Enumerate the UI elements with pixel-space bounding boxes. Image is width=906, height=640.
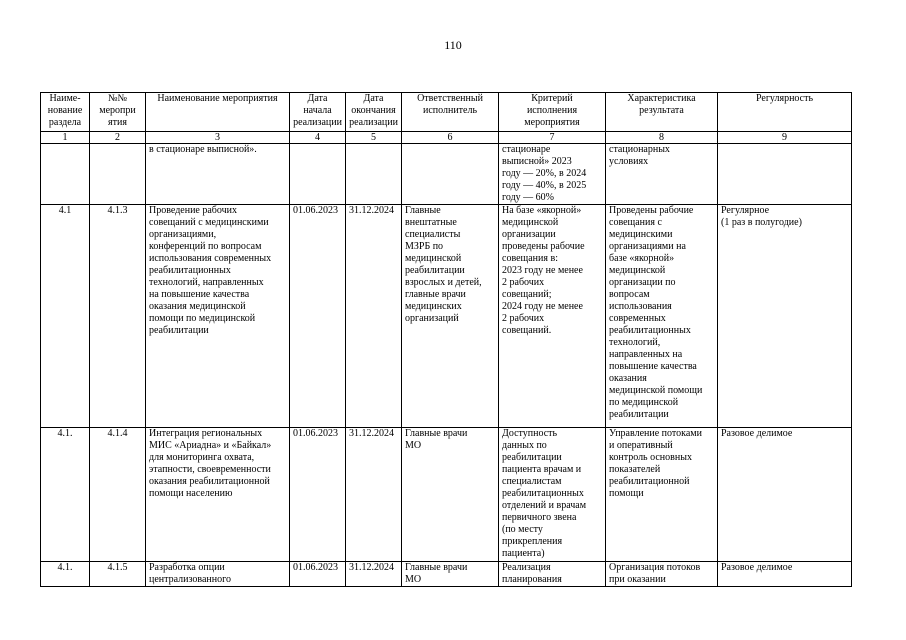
table-row <box>41 205 852 428</box>
cell-name: Проведение рабочих совещаний с медицинскими организациями, конференций по вопросам использования современных реабилитационных технологий, направленных на повышение качества оказания медицинской помощи по медицинской реабилитации <box>146 205 290 428</box>
cell-name: Интеграция региональных МИС «Ариадна» и «Байкал» для мониторинга охвата, этапности, своевременности оказания реабилитационной помощи населению <box>146 428 290 562</box>
header-result: Характеристика результата <box>606 93 718 132</box>
cell-criterion: Доступность данных по реабилитации пациента врачам и специалистам реабилитационных отделений и врачам первичного звена (по месту прикрепления пациента) <box>499 428 606 562</box>
cell-criterion: стационаре выписной» 2023 году — 20%, в 2024 году — 40%, в 2025 году — 60% <box>499 144 606 205</box>
column-number: 7 <box>499 132 606 144</box>
cell-name: в стационаре выписной». <box>146 144 290 205</box>
cell-section: 4.1. <box>41 562 90 587</box>
cell-responsible: Главные врачи МО <box>402 562 499 587</box>
cell-end-date: 31.12.2024 <box>346 428 402 562</box>
cell-end-date: 31.12.2024 <box>346 562 402 587</box>
column-number-row <box>41 132 852 144</box>
column-number: 2 <box>90 132 146 144</box>
cell-number: 4.1.4 <box>90 428 146 562</box>
cell-number: 4.1.3 <box>90 205 146 428</box>
cell-regularity: Разовое делимое <box>718 428 852 562</box>
header-name: Наименование мероприятия <box>146 93 290 132</box>
cell-responsible: Главные врачи МО <box>402 428 499 562</box>
column-number: 9 <box>718 132 852 144</box>
table-row <box>41 562 852 587</box>
header-start-date: Дата начала реализации <box>290 93 346 132</box>
cell-result: стационарных условиях <box>606 144 718 205</box>
cell-end-date <box>346 144 402 205</box>
column-number: 4 <box>290 132 346 144</box>
header-row <box>41 93 852 132</box>
column-number: 5 <box>346 132 402 144</box>
header-responsible: Ответственный исполнитель <box>402 93 499 132</box>
table-row <box>41 428 852 562</box>
cell-end-date: 31.12.2024 <box>346 205 402 428</box>
header-end-date: Дата окончания реализации <box>346 93 402 132</box>
header-regularity: Регулярность <box>718 93 852 132</box>
cell-name: Разработка опции централизованного <box>146 562 290 587</box>
cell-responsible: Главные внештатные специалисты МЗРБ по медицинской реабилитации взрослых и детей, главные врачи медицинских организаций <box>402 205 499 428</box>
cell-number <box>90 144 146 205</box>
table-row <box>41 144 852 205</box>
measures-table <box>40 92 852 587</box>
header-section: Наиме- нование раздела <box>41 93 90 132</box>
column-number: 3 <box>146 132 290 144</box>
cell-section <box>41 144 90 205</box>
page-number: 110 <box>444 38 462 52</box>
cell-number: 4.1.5 <box>90 562 146 587</box>
cell-section: 4.1 <box>41 205 90 428</box>
cell-start-date <box>290 144 346 205</box>
cell-start-date: 01.06.2023 <box>290 562 346 587</box>
column-number: 8 <box>606 132 718 144</box>
header-number: №№ меропри ятия <box>90 93 146 132</box>
cell-start-date: 01.06.2023 <box>290 428 346 562</box>
cell-regularity <box>718 144 852 205</box>
header-criterion: Критерий исполнения мероприятия <box>499 93 606 132</box>
cell-responsible <box>402 144 499 205</box>
cell-regularity: Регулярное (1 раз в полугодие) <box>718 205 852 428</box>
cell-criterion: Реализация планирования <box>499 562 606 587</box>
cell-start-date: 01.06.2023 <box>290 205 346 428</box>
column-number: 1 <box>41 132 90 144</box>
cell-criterion: На базе «якорной» медицинской организации проведены рабочие совещания в: 2023 году не менее 2 рабочих совещаний; 2024 году не менее 2 рабочих совещаний. <box>499 205 606 428</box>
cell-regularity: Разовое делимое <box>718 562 852 587</box>
cell-result: Проведены рабочие совещания с медицинскими организациями на базе «якорной» медицинской организации по вопросам использования современных реабилитационных технологий, направленных на повышение качества оказания медицинской помощи по медицинской реабилитации <box>606 205 718 428</box>
column-number: 6 <box>402 132 499 144</box>
cell-section: 4.1. <box>41 428 90 562</box>
cell-result: Управление потоками и оперативный контроль основных показателей реабилитационной помощи <box>606 428 718 562</box>
cell-result: Организация потоков при оказании <box>606 562 718 587</box>
